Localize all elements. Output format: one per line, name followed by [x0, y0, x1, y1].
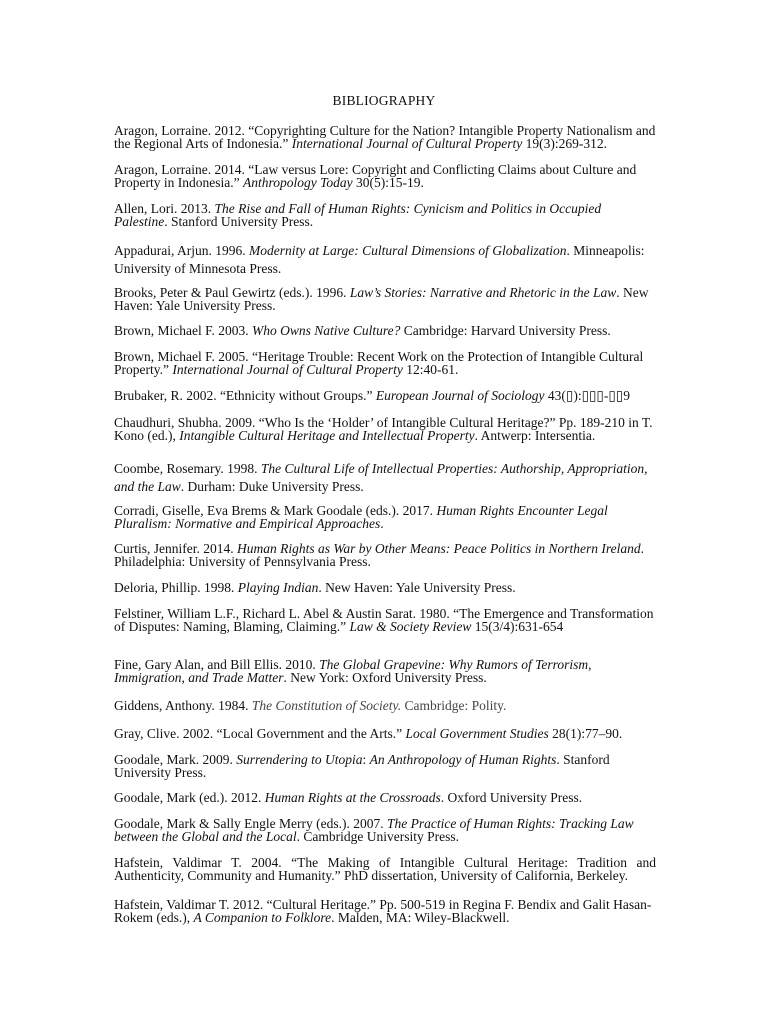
entry-text: . Antwerp: Intersentia. — [474, 428, 596, 443]
entry-text: Giddens, Anthony. 1984. — [114, 698, 252, 713]
entry-text: Allen, Lori. 2013. — [114, 201, 215, 216]
entry-title-text: Law & Society Review — [349, 619, 472, 634]
entry-text: Hafstein, Valdimar T. 2004. “The Making of Intangible Cultural Heritage: Tradition and Authenticity, Community and Humanity.” PhD dissertation, University of California, Berkeley. — [114, 855, 656, 883]
entry-title-text: The Cultural Life of Intellectual Properties: Authorship, Appropriation, and the Law — [114, 461, 648, 494]
entry-text: . New York: Oxford University Press. — [283, 670, 487, 685]
entry-text: Brown, Michael F. 2003. — [114, 323, 253, 338]
entry-text: 15(3/4):631-654 — [471, 619, 564, 634]
entry-text: Gray, Clive. 2002. “Local Government and the Arts.” — [114, 726, 406, 741]
entry-text: Corradi, Giselle, Eva Brems & Mark Goodale (eds.). 2017. — [114, 503, 437, 518]
entry-text: 28(1):77–90. — [548, 726, 623, 741]
entry-text: 12:40-61. — [402, 362, 459, 377]
entry-title-text: Human Rights Encounter Legal Pluralism: Normative and Empirical Approaches — [114, 503, 608, 531]
bibliography-entry — [114, 658, 656, 684]
entry-text: . Minneapolis: University of Minnesota Press. — [114, 243, 645, 276]
bibliography-entry — [114, 504, 656, 530]
entry-title-text: A Companion to Folklore — [193, 910, 332, 925]
bibliography-entry — [114, 202, 656, 228]
bibliography-entry — [114, 607, 656, 633]
bibliography-entry — [114, 699, 656, 712]
entry-text: Brown, Michael F. 2005. “Heritage Trouble: Recent Work on the Protection of Intangible Cultural Property.” — [114, 349, 644, 377]
entry-text: . — [380, 516, 384, 531]
bibliography-entry — [114, 350, 656, 376]
entry-text: Fine, Gary Alan, and Bill Ellis. 2010. — [114, 657, 320, 672]
entry-text: Aragon, Lorraine. 2012. “Copyrighting Culture for the Nation? Intangible Property Nationalism and the Regional Arts of Indonesia.” — [114, 123, 656, 151]
entry-text: . Stanford University Press. — [164, 214, 314, 229]
entry-text: Coombe, Rosemary. 1998. — [114, 461, 261, 476]
bibliography-entry — [114, 163, 656, 189]
entry-text: Aragon, Lorraine. 2014. “Law versus Lore: Copyright and Conflicting Claims about Culture and Property in Indonesia.” — [114, 162, 637, 190]
entry-title-text: Intangible Cultural Heritage and Intellectual Property — [179, 428, 475, 443]
entry-text: . Oxford University Press. — [440, 790, 583, 805]
entry-text: 30(5):15-19. — [352, 175, 424, 190]
bibliography-entry — [114, 542, 656, 568]
entry-title-text: Human Rights at the Crossroads — [264, 790, 441, 805]
entry-title-text: Playing Indian — [237, 580, 319, 595]
bibliography-entry — [114, 791, 656, 804]
entry-text: Appadurai, Arjun. 1996. — [114, 243, 249, 258]
entry-text: . Philadelphia: University of Pennsylvania Press. — [114, 541, 644, 569]
bibliography-entry — [114, 286, 656, 312]
entry-text: Felstiner, William L.F., Richard L. Abel & Austin Sarat. 1980. “The Emergence and Transformation of Disputes: Naming, Blaming, Claiming.” — [114, 606, 654, 634]
entry-title-text: Local Government Studies — [405, 726, 549, 741]
entry-title-text: International Journal of Cultural Property — [291, 136, 523, 151]
entry-title-text: Law’s Stories: Narrative and Rhetoric in the Law — [349, 285, 617, 300]
bibliography-entry — [114, 898, 656, 924]
entry-title-text: Anthropology Today — [242, 175, 353, 190]
entry-title-text: The Constitution of Society. — [251, 698, 402, 713]
entry-text: Deloria, Phillip. 1998. — [114, 580, 238, 595]
entry-title-text: The Rise and Fall of Human Rights: Cynicism and Politics in Occupied Palestine — [114, 201, 602, 229]
bibliography-entry — [114, 124, 656, 150]
entry-text: Curtis, Jennifer. 2014. — [114, 541, 237, 556]
bibliography-entry — [114, 856, 656, 882]
bibliography-entry — [114, 817, 656, 843]
entry-title-text: An Anthropology of Human Rights — [369, 752, 557, 767]
bibliography-entry — [114, 753, 656, 779]
entry-text: . Cambridge University Press. — [296, 829, 459, 844]
entry-title-text: Surrendering to Utopia — [236, 752, 363, 767]
bibliography-entry — [114, 581, 656, 594]
entry-text: Goodale, Mark (ed.). 2012. — [114, 790, 265, 805]
entry-title-text: International Journal of Cultural Property — [172, 362, 403, 377]
entry-title-text: The Practice of Human Rights: Tracking Law between the Global and the Local — [114, 816, 634, 844]
entry-text: . New Haven: Yale University Press. — [114, 285, 649, 313]
entry-text: Goodale, Mark & Sally Engle Merry (eds.). 2007. — [114, 816, 387, 831]
page-title: BIBLIOGRAPHY — [332, 93, 436, 108]
bibliography-entry — [114, 242, 656, 278]
entry-text: Cambridge: Harvard University Press. — [400, 323, 611, 338]
entry-title-text: European Journal of Sociology — [375, 388, 545, 403]
entry-text: . Malden, MA: Wiley-Blackwell. — [331, 910, 510, 925]
entry-text: Chaudhuri, Shubha. 2009. “Who Is the ‘Holder’ of Intangible Cultural Heritage?” Pp. 189-210 in T. Kono (ed.), — [114, 415, 653, 443]
entry-text: . Durham: Duke University Press. — [180, 479, 364, 494]
bibliography-entry — [114, 324, 656, 337]
entry-text: Goodale, Mark. 2009. — [114, 752, 237, 767]
bibliography-entry — [114, 416, 656, 442]
entry-text: . New Haven: Yale University Press. — [318, 580, 516, 595]
entry-text: 19(3):269-312. — [522, 136, 607, 151]
bibliography-entry — [114, 727, 656, 740]
entry-title-text: Who Owns Native Culture? — [252, 323, 401, 338]
entry-title-text: The Global Grapevine: Why Rumors of Terrorism, Immigration, and Trade Matter — [114, 657, 592, 685]
bibliography-entry — [114, 389, 656, 402]
entry-text: . Stanford University Press. — [114, 752, 610, 780]
entry-text: : — [362, 752, 370, 767]
entry-text: Brooks, Peter & Paul Gewirtz (eds.). 1996. — [114, 285, 350, 300]
bibliography-entry — [114, 460, 656, 496]
entry-text: Cambridge: Polity. — [401, 698, 507, 713]
entry-text: 43(▯):▯▯▯-▯▯9 — [544, 388, 630, 403]
entry-text: Hafstein, Valdimar T. 2012. “Cultural Heritage.” Pp. 500-519 in Regina F. Bendix and Galit Hasan-Rokem (eds.), — [114, 897, 652, 925]
entry-text: Brubaker, R. 2002. “Ethnicity without Groups.” — [114, 388, 376, 403]
entry-title-text: Modernity at Large: Cultural Dimensions of Globalization — [248, 243, 567, 258]
entry-title-text: Human Rights as War by Other Means: Peace Politics in Northern Ireland — [237, 541, 641, 556]
